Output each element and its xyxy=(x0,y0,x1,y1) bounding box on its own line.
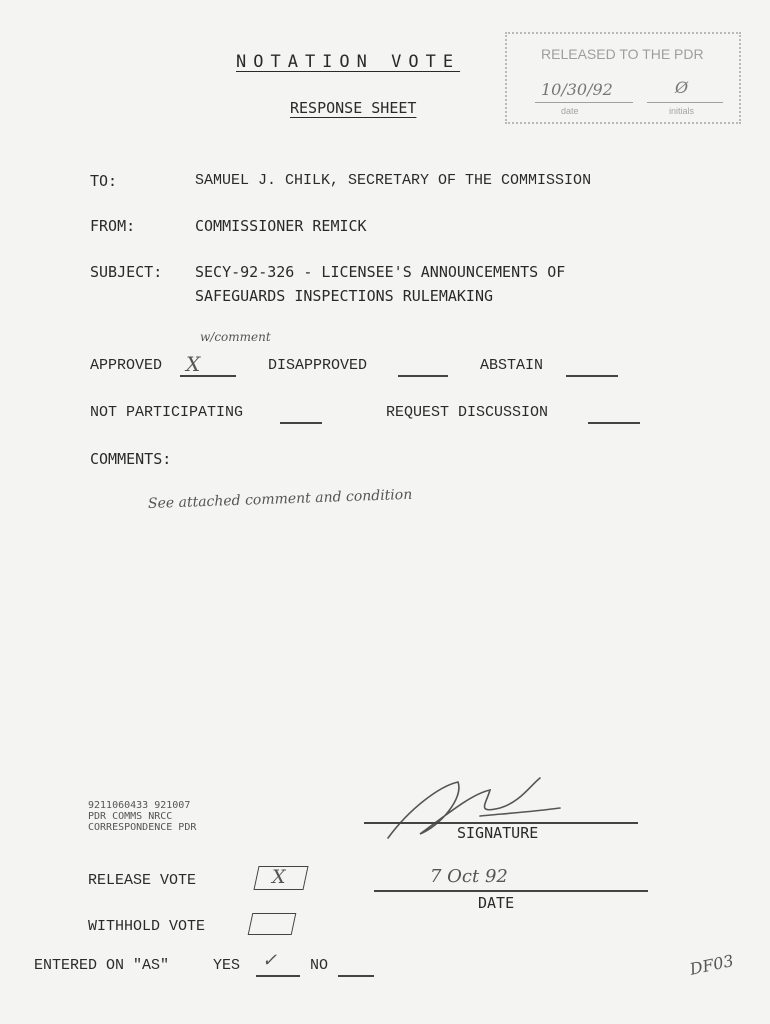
subject-label: SUBJECT: xyxy=(90,263,163,281)
accession-code-line-1: 9211060433 921007 xyxy=(88,800,191,811)
comments-label: COMMENTS: xyxy=(90,450,172,468)
stamp-date-line xyxy=(535,102,633,103)
abstain-blank xyxy=(566,375,618,377)
signature-label: SIGNATURE xyxy=(457,824,539,842)
stamp-title: RELEASED TO THE PDR xyxy=(541,46,704,62)
stamp-date-handwritten: 10/30/92 xyxy=(541,80,613,99)
document-subtitle: RESPONSE SHEET xyxy=(290,99,417,117)
request-discussion-label: REQUEST DISCUSSION xyxy=(386,404,549,421)
date-line xyxy=(374,890,648,892)
date-label: DATE xyxy=(478,894,515,912)
stamp-initials-caption: initials xyxy=(669,106,695,116)
not-participating-label: NOT PARTICIPATING xyxy=(90,404,244,421)
withhold-vote-label: WITHHOLD VOTE xyxy=(88,918,206,935)
subject-line-1: SECY-92-326 - LICENSEE'S ANNOUNCEMENTS OF xyxy=(195,263,566,281)
from-label: FROM: xyxy=(90,217,136,235)
stamp-date-caption: date xyxy=(561,106,579,116)
request-discussion-blank xyxy=(588,422,640,424)
to-label: TO: xyxy=(90,172,118,190)
release-vote-mark: X xyxy=(272,866,286,888)
disapproved-blank xyxy=(398,375,448,377)
yes-blank xyxy=(256,975,300,977)
release-vote-label: RELEASE VOTE xyxy=(88,872,197,889)
document-title: NOTATION VOTE xyxy=(236,52,461,72)
not-participating-blank xyxy=(280,422,322,424)
from-value: COMMISSIONER REMICK xyxy=(195,217,367,235)
approved-mark: X xyxy=(186,352,201,376)
accession-code-line-2: PDR COMMS NRCC xyxy=(88,811,173,822)
corner-handwritten-note: DF03 xyxy=(688,950,736,979)
yes-label: YES xyxy=(213,957,241,974)
date-handwritten: 7 Oct 92 xyxy=(430,866,508,887)
approved-note-handwritten: w/comment xyxy=(200,330,271,344)
no-label: NO xyxy=(310,957,329,974)
pdr-release-stamp xyxy=(505,32,741,124)
no-blank xyxy=(338,975,374,977)
abstain-label: ABSTAIN xyxy=(480,357,544,374)
accession-code-line-3: CORRESPONDENCE PDR xyxy=(88,822,197,833)
withhold-vote-box xyxy=(248,913,297,935)
yes-mark: ✓ xyxy=(262,950,278,971)
comments-handwritten: See attached comment and condition xyxy=(147,486,413,512)
disapproved-label: DISAPPROVED xyxy=(268,357,368,374)
to-value: SAMUEL J. CHILK, SECRETARY OF THE COMMISSION xyxy=(195,172,592,189)
stamp-initials-line xyxy=(647,102,723,103)
entered-on-as-label: ENTERED ON "AS" xyxy=(34,957,170,974)
stamp-initials-handwritten: Ø xyxy=(675,78,689,97)
approved-label: APPROVED xyxy=(90,357,163,374)
subject-line-2: SAFEGUARDS INSPECTIONS RULEMAKING xyxy=(195,287,494,305)
